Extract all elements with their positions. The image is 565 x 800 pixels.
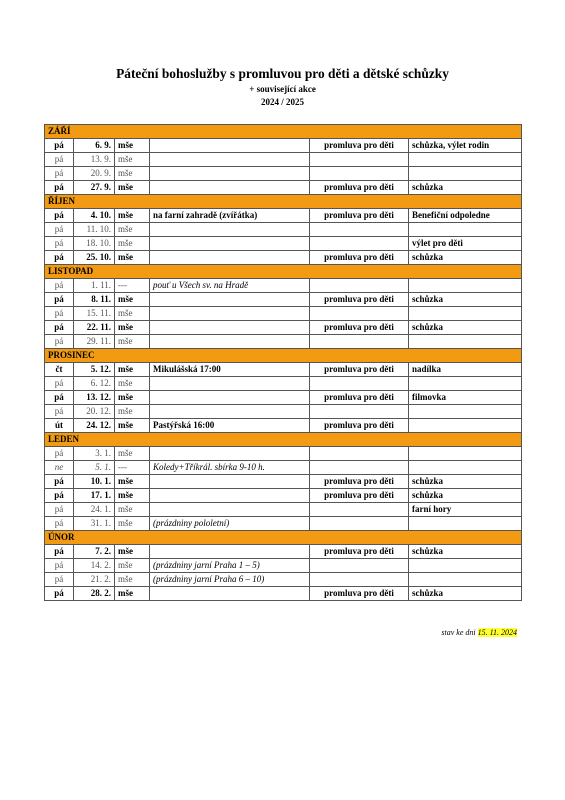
month-header-row <box>45 531 522 545</box>
day-cell: pá <box>45 391 74 405</box>
day-cell: pá <box>45 573 74 587</box>
schedule-row <box>45 587 522 601</box>
date-cell: 3. 1. <box>74 447 115 461</box>
schedule-row <box>45 391 522 405</box>
schedule-row <box>45 307 522 321</box>
service-type-cell: mše <box>115 475 150 489</box>
schedule-row <box>45 223 522 237</box>
schedule-row <box>45 335 522 349</box>
service-type-cell: mše <box>115 153 150 167</box>
date-cell: 17. 1. <box>74 489 115 503</box>
children-talk-cell <box>310 573 409 587</box>
date-cell: 31. 1. <box>74 517 115 531</box>
day-cell: pá <box>45 503 74 517</box>
meeting-cell <box>409 559 522 573</box>
note-cell: pouť u Všech sv. na Hradě <box>150 279 310 293</box>
meeting-cell: schůzka <box>409 475 522 489</box>
meeting-cell: schůzka <box>409 293 522 307</box>
service-type-cell: --- <box>115 279 150 293</box>
children-talk-cell <box>310 503 409 517</box>
meeting-cell <box>409 307 522 321</box>
schedule-row <box>45 545 522 559</box>
date-cell: 25. 10. <box>74 251 115 265</box>
schedule-row <box>45 517 522 531</box>
meeting-cell: schůzka <box>409 545 522 559</box>
children-talk-cell <box>310 223 409 237</box>
month-name: LEDEN <box>45 433 522 447</box>
month-header-row <box>45 265 522 279</box>
date-cell: 6. 9. <box>74 139 115 153</box>
document-subtitle: + související akce <box>249 84 316 94</box>
schedule-row <box>45 573 522 587</box>
schedule-row <box>45 559 522 573</box>
day-cell: pá <box>45 377 74 391</box>
service-type-cell: mše <box>115 363 150 377</box>
schedule-row <box>45 321 522 335</box>
day-cell: pá <box>45 279 74 293</box>
note-cell: Pastýřská 16:00 <box>150 419 310 433</box>
day-cell: pá <box>45 181 74 195</box>
schedule-row <box>45 279 522 293</box>
children-talk-cell <box>310 447 409 461</box>
date-cell: 8. 11. <box>74 293 115 307</box>
note-cell <box>150 223 310 237</box>
note-cell <box>150 321 310 335</box>
children-talk-cell <box>310 461 409 475</box>
note-cell <box>150 293 310 307</box>
note-cell <box>150 377 310 391</box>
date-cell: 22. 11. <box>74 321 115 335</box>
meeting-cell: schůzka <box>409 489 522 503</box>
day-cell: ne <box>45 461 74 475</box>
children-talk-cell: promluva pro děti <box>310 181 409 195</box>
meeting-cell: výlet pro děti <box>409 237 522 251</box>
note-cell <box>150 237 310 251</box>
date-cell: 7. 2. <box>74 545 115 559</box>
meeting-cell <box>409 153 522 167</box>
note-cell <box>150 405 310 419</box>
note-cell <box>150 153 310 167</box>
date-cell: 10. 1. <box>74 475 115 489</box>
day-cell: út <box>45 419 74 433</box>
note-cell <box>150 335 310 349</box>
children-talk-cell: promluva pro děti <box>310 587 409 601</box>
schedule-row <box>45 447 522 461</box>
day-cell: pá <box>45 223 74 237</box>
service-type-cell: mše <box>115 181 150 195</box>
meeting-cell <box>409 335 522 349</box>
schedule-row <box>45 237 522 251</box>
date-cell: 18. 10. <box>74 237 115 251</box>
schedule-row <box>45 405 522 419</box>
document-title: Páteční bohoslužby s promluvou pro děti a dětské schůzky <box>116 66 449 81</box>
meeting-cell: Benefiční odpoledne <box>409 209 522 223</box>
children-talk-cell <box>310 237 409 251</box>
schedule-row <box>45 251 522 265</box>
children-talk-cell: promluva pro děti <box>310 391 409 405</box>
schedule-row <box>45 139 522 153</box>
meeting-cell: schůzka <box>409 587 522 601</box>
meeting-cell: schůzka <box>409 321 522 335</box>
meeting-cell <box>409 279 522 293</box>
schedule-row <box>45 209 522 223</box>
status-date: 15. 11. 2024 <box>477 628 517 637</box>
day-cell: pá <box>45 559 74 573</box>
children-talk-cell: promluva pro děti <box>310 419 409 433</box>
month-name: LISTOPAD <box>45 265 522 279</box>
date-cell: 20. 9. <box>74 167 115 181</box>
service-type-cell: mše <box>115 251 150 265</box>
note-cell: na farní zahradě (zvířátka) <box>150 209 310 223</box>
day-cell: pá <box>45 405 74 419</box>
note-cell <box>150 139 310 153</box>
service-type-cell: mše <box>115 573 150 587</box>
children-talk-cell <box>310 559 409 573</box>
children-talk-cell: promluva pro děti <box>310 545 409 559</box>
month-header-row <box>45 195 522 209</box>
note-cell: Mikulášská 17:00 <box>150 363 310 377</box>
service-type-cell: mše <box>115 503 150 517</box>
note-cell: Koledy+Tříkrál. sbírka 9-10 h. <box>150 461 310 475</box>
meeting-cell <box>409 167 522 181</box>
note-cell <box>150 251 310 265</box>
date-cell: 6. 12. <box>74 377 115 391</box>
date-cell: 24. 1. <box>74 503 115 517</box>
service-type-cell: mše <box>115 489 150 503</box>
note-cell <box>150 181 310 195</box>
schedule-body <box>45 125 522 601</box>
day-cell: pá <box>45 209 74 223</box>
service-type-cell: mše <box>115 419 150 433</box>
schedule-table <box>44 124 522 601</box>
note-cell: (prázdniny jarní Praha 6 – 10) <box>150 573 310 587</box>
day-cell: pá <box>45 475 74 489</box>
service-type-cell: mše <box>115 447 150 461</box>
month-name: ÚNOR <box>45 531 522 545</box>
service-type-cell: mše <box>115 391 150 405</box>
date-cell: 5. 1. <box>74 461 115 475</box>
service-type-cell: mše <box>115 223 150 237</box>
schedule-row <box>45 377 522 391</box>
month-header-row <box>45 349 522 363</box>
day-cell: pá <box>45 335 74 349</box>
children-talk-cell: promluva pro děti <box>310 363 409 377</box>
children-talk-cell <box>310 405 409 419</box>
note-cell <box>150 447 310 461</box>
service-type-cell: mše <box>115 307 150 321</box>
children-talk-cell: promluva pro děti <box>310 251 409 265</box>
month-name: ŘÍJEN <box>45 195 522 209</box>
children-talk-cell <box>310 335 409 349</box>
date-cell: 11. 10. <box>74 223 115 237</box>
service-type-cell: mše <box>115 545 150 559</box>
date-cell: 1. 11. <box>74 279 115 293</box>
children-talk-cell <box>310 307 409 321</box>
meeting-cell <box>409 517 522 531</box>
service-type-cell: mše <box>115 405 150 419</box>
day-cell: pá <box>45 153 74 167</box>
schedule-row <box>45 293 522 307</box>
date-cell: 24. 12. <box>74 419 115 433</box>
service-type-cell: --- <box>115 461 150 475</box>
day-cell: pá <box>45 307 74 321</box>
month-header-row <box>45 433 522 447</box>
status-note <box>441 628 517 638</box>
schedule-row <box>45 461 522 475</box>
service-type-cell: mše <box>115 377 150 391</box>
day-cell: pá <box>45 251 74 265</box>
day-cell: pá <box>45 237 74 251</box>
children-talk-cell <box>310 153 409 167</box>
children-talk-cell <box>310 377 409 391</box>
day-cell: pá <box>45 545 74 559</box>
meeting-cell: farní hory <box>409 503 522 517</box>
day-cell: pá <box>45 321 74 335</box>
children-talk-cell: promluva pro děti <box>310 139 409 153</box>
date-cell: 20. 12. <box>74 405 115 419</box>
schedule-row <box>45 181 522 195</box>
meeting-cell <box>409 377 522 391</box>
meeting-cell <box>409 447 522 461</box>
meeting-cell: schůzka <box>409 251 522 265</box>
service-type-cell: mše <box>115 237 150 251</box>
service-type-cell: mše <box>115 167 150 181</box>
service-type-cell: mše <box>115 139 150 153</box>
meeting-cell: schůzka, výlet rodin <box>409 139 522 153</box>
day-cell: pá <box>45 167 74 181</box>
children-talk-cell: promluva pro děti <box>310 209 409 223</box>
schedule-row <box>45 489 522 503</box>
schedule-row <box>45 475 522 489</box>
note-cell <box>150 307 310 321</box>
schedule-row <box>45 363 522 377</box>
day-cell: pá <box>45 587 74 601</box>
month-name: ZÁŘÍ <box>45 125 522 139</box>
date-cell: 13. 12. <box>74 391 115 405</box>
meeting-cell <box>409 573 522 587</box>
schedule-row <box>45 153 522 167</box>
meeting-cell <box>409 223 522 237</box>
note-cell <box>150 489 310 503</box>
schedule-row <box>45 419 522 433</box>
note-cell <box>150 475 310 489</box>
date-cell: 29. 11. <box>74 335 115 349</box>
service-type-cell: mše <box>115 517 150 531</box>
children-talk-cell <box>310 167 409 181</box>
service-type-cell: mše <box>115 293 150 307</box>
meeting-cell: filmovka <box>409 391 522 405</box>
schedule-row <box>45 503 522 517</box>
school-year: 2024 / 2025 <box>260 97 304 107</box>
children-talk-cell <box>310 279 409 293</box>
service-type-cell: mše <box>115 335 150 349</box>
date-cell: 14. 2. <box>74 559 115 573</box>
note-cell <box>150 587 310 601</box>
month-name: PROSINEC <box>45 349 522 363</box>
day-cell: pá <box>45 447 74 461</box>
children-talk-cell: promluva pro děti <box>310 475 409 489</box>
date-cell: 15. 11. <box>74 307 115 321</box>
note-cell <box>150 391 310 405</box>
service-type-cell: mše <box>115 209 150 223</box>
service-type-cell: mše <box>115 559 150 573</box>
day-cell: pá <box>45 293 74 307</box>
children-talk-cell: promluva pro děti <box>310 321 409 335</box>
day-cell: pá <box>45 139 74 153</box>
date-cell: 5. 12. <box>74 363 115 377</box>
note-cell: (prázdniny jarní Praha 1 – 5) <box>150 559 310 573</box>
day-cell: pá <box>45 489 74 503</box>
meeting-cell: schůzka <box>409 181 522 195</box>
note-cell: (prázdniny pololetní) <box>150 517 310 531</box>
meeting-cell <box>409 405 522 419</box>
meeting-cell <box>409 419 522 433</box>
date-cell: 21. 2. <box>74 573 115 587</box>
service-type-cell: mše <box>115 321 150 335</box>
status-label: stav ke dni <box>441 628 476 637</box>
note-cell <box>150 545 310 559</box>
date-cell: 4. 10. <box>74 209 115 223</box>
date-cell: 27. 9. <box>74 181 115 195</box>
children-talk-cell <box>310 517 409 531</box>
date-cell: 28. 2. <box>74 587 115 601</box>
children-talk-cell: promluva pro děti <box>310 293 409 307</box>
month-header-row <box>45 125 522 139</box>
meeting-cell <box>409 461 522 475</box>
date-cell: 13. 9. <box>74 153 115 167</box>
children-talk-cell: promluva pro děti <box>310 489 409 503</box>
day-cell: čt <box>45 363 74 377</box>
note-cell <box>150 503 310 517</box>
schedule-row <box>45 167 522 181</box>
day-cell: pá <box>45 517 74 531</box>
meeting-cell: nadílka <box>409 363 522 377</box>
service-type-cell: mše <box>115 587 150 601</box>
note-cell <box>150 167 310 181</box>
